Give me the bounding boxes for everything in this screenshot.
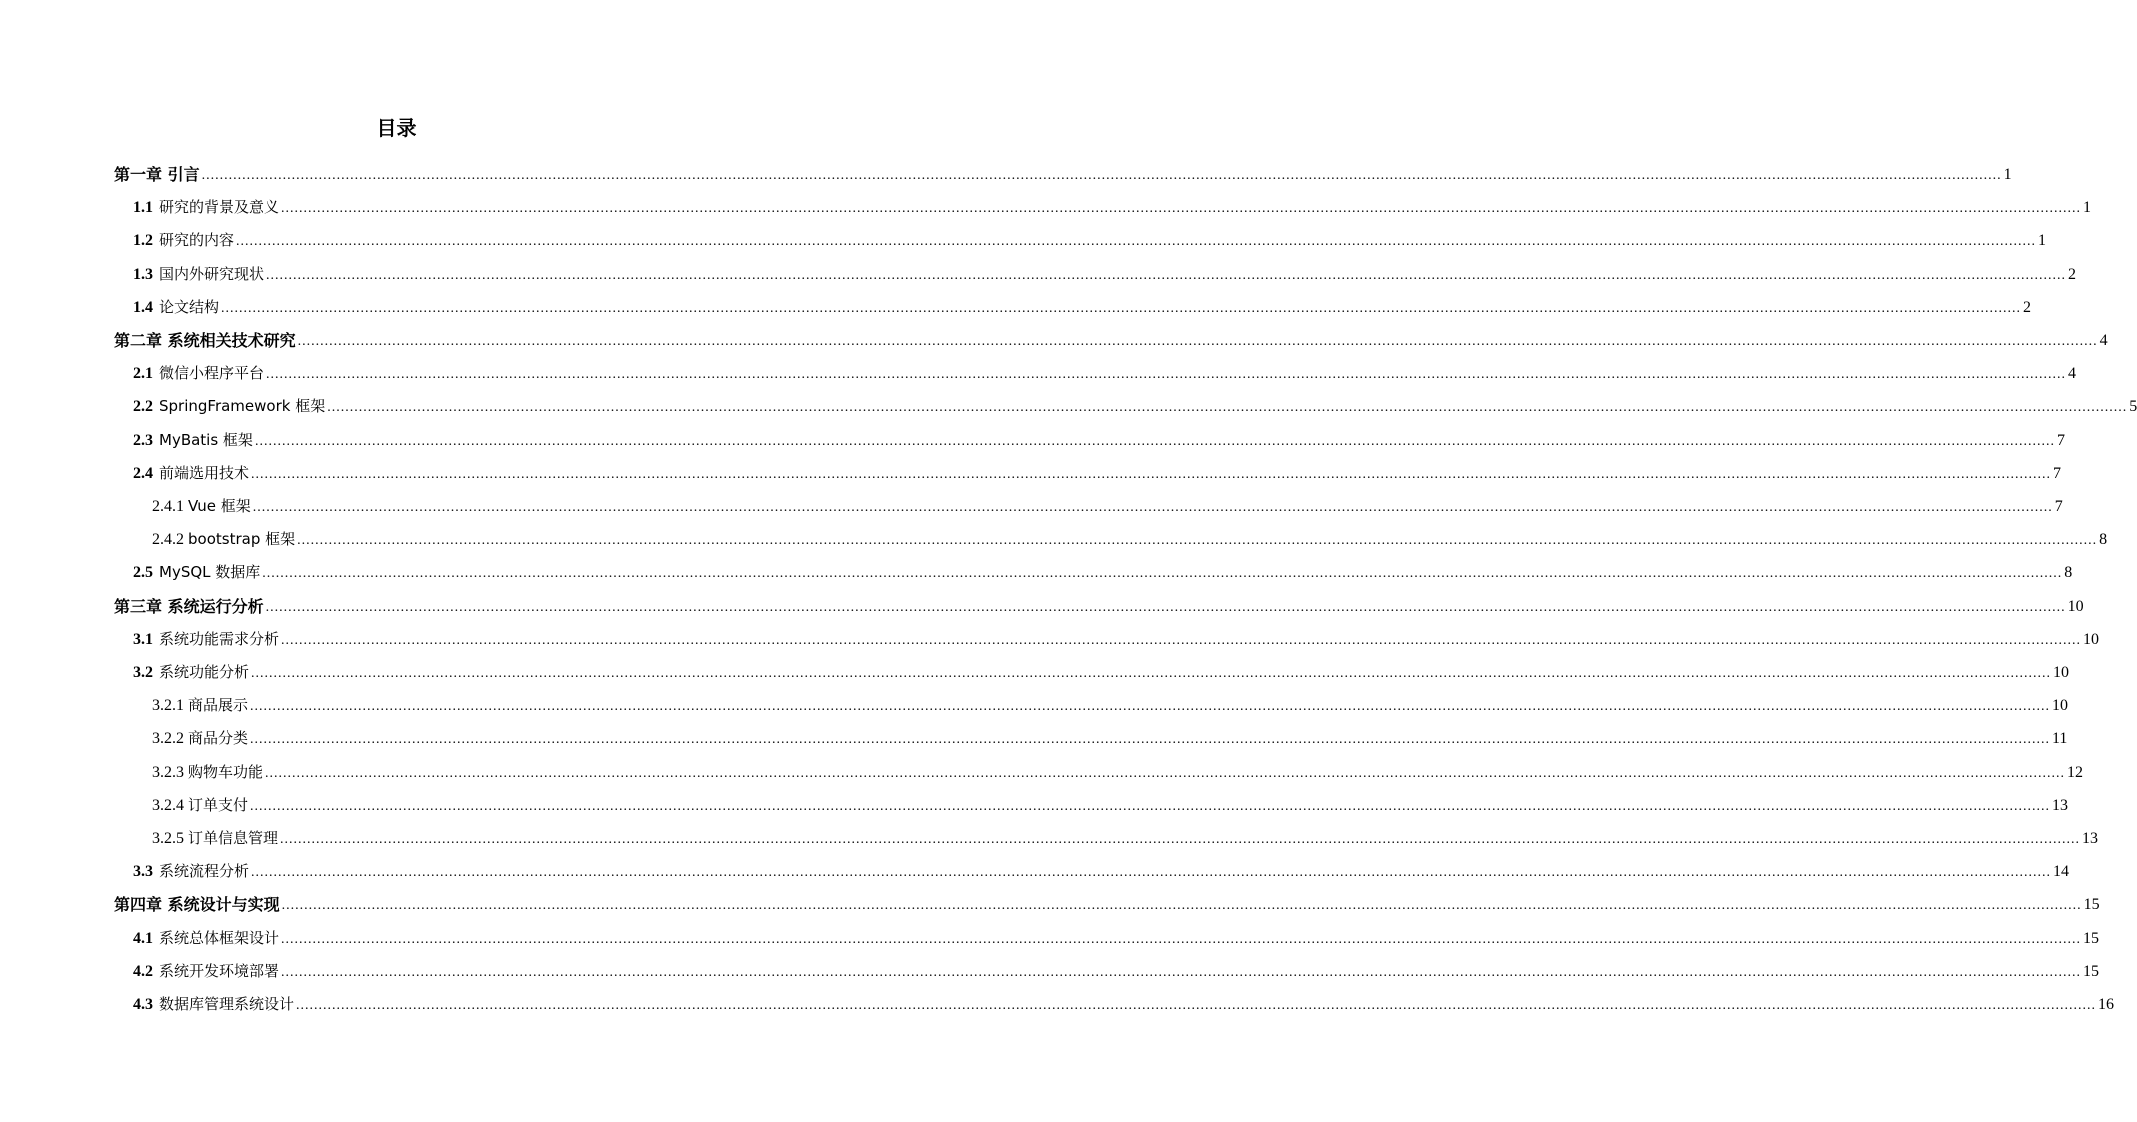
toc-entry-label bbox=[152, 722, 250, 755]
toc-entry-number: 1.2 bbox=[133, 232, 153, 250]
toc-entry-number: 2.2 bbox=[133, 398, 153, 416]
toc-entry-number: 3.2.3 bbox=[152, 763, 184, 781]
toc-entry-label bbox=[133, 955, 281, 988]
toc-entry-label: 第三章 系统运行分析 bbox=[114, 596, 264, 616]
toc-entry-label: 第二章 系统相关技术研究 bbox=[114, 331, 296, 350]
toc-section-entry[interactable] bbox=[133, 556, 2073, 589]
toc-chapter-entry[interactable] bbox=[114, 158, 2012, 191]
toc-entry-number: 4.2 bbox=[133, 962, 153, 980]
toc-leader-dots: ................................................................................................................................................................................................................................................................................................................................................................................................................ bbox=[221, 300, 2022, 316]
toc-page-number: 4 bbox=[2068, 365, 2077, 383]
toc-entry-text: 系统功能需求分析 bbox=[159, 629, 280, 648]
toc-leader-dots: ................................................................................................................................................................................................................................................................................................................................................................................................................ bbox=[265, 765, 2066, 781]
toc-section-entry[interactable] bbox=[133, 291, 2032, 324]
toc-entry-text: SpringFramework 框架 bbox=[159, 397, 326, 416]
toc-entry-label bbox=[152, 789, 250, 822]
toc-page-number: 14 bbox=[2053, 863, 2070, 881]
toc-section-entry[interactable] bbox=[133, 855, 2070, 888]
toc-entry-label bbox=[133, 556, 262, 589]
toc-entry-label bbox=[133, 922, 281, 955]
toc-page-number: 11 bbox=[2052, 730, 2068, 748]
toc-section-entry[interactable] bbox=[133, 191, 2092, 224]
toc-entry-label bbox=[133, 390, 327, 423]
toc-page-number: 1 bbox=[2038, 232, 2047, 250]
toc-entry-text: 系统功能分析 bbox=[159, 663, 250, 681]
toc-entry-text: 订单信息管理 bbox=[188, 829, 279, 847]
toc-chapter-entry[interactable] bbox=[114, 324, 2108, 357]
toc-leader-dots: ................................................................................................................................................................................................................................................................................................................................................................................................................ bbox=[254, 433, 2055, 449]
toc-leader-dots: ................................................................................................................................................................................................................................................................................................................................................................................................................ bbox=[281, 964, 2082, 980]
toc-entry-label bbox=[133, 224, 236, 257]
toc-entry-number: 2.5 bbox=[133, 564, 153, 582]
toc-leader-dots: ................................................................................................................................................................................................................................................................................................................................................................................................................ bbox=[250, 699, 2051, 715]
toc-leader-dots: ................................................................................................................................................................................................................................................................................................................................................................................................................ bbox=[266, 267, 2067, 283]
toc-page-number: 15 bbox=[2083, 896, 2100, 914]
toc-section-entry[interactable] bbox=[133, 922, 2100, 955]
toc-entry-text: 国内外研究现状 bbox=[159, 264, 265, 283]
toc-leader-dots: ................................................................................................................................................................................................................................................................................................................................................................................................................ bbox=[262, 566, 2063, 582]
toc-entry-label bbox=[133, 191, 281, 224]
toc-leader-dots: ................................................................................................................................................................................................................................................................................................................................................................................................................ bbox=[280, 832, 2081, 847]
toc-section-entry[interactable] bbox=[133, 457, 2062, 490]
toc-entry-label bbox=[152, 490, 253, 523]
toc-entry-text: 微信小程序平台 bbox=[159, 364, 265, 383]
toc-entry-label bbox=[133, 855, 251, 888]
toc-section-entry[interactable] bbox=[152, 722, 2068, 755]
toc-entry-number: 3.2.5 bbox=[152, 830, 184, 847]
toc-leader-dots: ................................................................................................................................................................................................................................................................................................................................................................................................................ bbox=[281, 632, 2082, 648]
toc-entry-label bbox=[152, 756, 265, 789]
toc-leader-dots: ................................................................................................................................................................................................................................................................................................................................................................................................................ bbox=[281, 898, 2082, 914]
toc-entry-number: 3.2.1 bbox=[152, 697, 184, 715]
toc-entry-text: 前端选用技术 bbox=[159, 463, 250, 482]
toc-leader-dots: ................................................................................................................................................................................................................................................................................................................................................................................................................ bbox=[296, 998, 2097, 1013]
toc-entry-text: 订单支付 bbox=[188, 795, 249, 814]
toc-leader-dots: ................................................................................................................................................................................................................................................................................................................................................................................................................ bbox=[251, 865, 2052, 881]
toc-section-entry[interactable] bbox=[133, 224, 2047, 257]
toc-entry-label bbox=[133, 623, 281, 656]
toc-chapter-entry[interactable] bbox=[114, 590, 2084, 623]
toc-entry-text: 系统开发环境部署 bbox=[159, 961, 280, 980]
toc-entry-number: 3.2 bbox=[133, 664, 153, 681]
toc-entry-text: MySQL 数据库 bbox=[159, 563, 261, 582]
toc-page-number: 1 bbox=[2003, 166, 2012, 183]
toc-section-entry[interactable] bbox=[133, 258, 2077, 291]
toc-page-number: 15 bbox=[2083, 962, 2100, 980]
toc-leader-dots: ................................................................................................................................................................................................................................................................................................................................................................................................................ bbox=[297, 533, 2098, 549]
toc-entry-number: 1.3 bbox=[133, 265, 153, 283]
toc-section-entry[interactable] bbox=[133, 357, 2077, 390]
toc-entry-label: 第一章 引言 bbox=[114, 165, 200, 184]
toc-section-entry[interactable] bbox=[133, 988, 2115, 1021]
toc-entry-text: Vue 框架 bbox=[188, 497, 251, 515]
toc-page-number: 7 bbox=[2053, 464, 2062, 482]
toc-entry-label bbox=[133, 656, 251, 689]
toc-entry-text: 研究的内容 bbox=[159, 231, 235, 250]
toc-entry-number: 3.2.2 bbox=[152, 730, 184, 748]
toc-section-entry[interactable] bbox=[152, 490, 2063, 523]
toc-entry-text: bootstrap 框架 bbox=[188, 530, 296, 549]
toc-section-entry[interactable] bbox=[133, 424, 2065, 457]
toc-section-entry[interactable] bbox=[133, 623, 2100, 656]
toc-leader-dots: ................................................................................................................................................................................................................................................................................................................................................................................................................ bbox=[250, 798, 2051, 814]
toc-page-number: 16 bbox=[2098, 996, 2115, 1013]
toc-entry-label bbox=[152, 689, 250, 722]
toc-entry-number: 2.4.1 bbox=[152, 498, 184, 515]
toc-page-number: 4 bbox=[2099, 332, 2108, 349]
toc-entry-label bbox=[133, 457, 251, 490]
toc-page-number: 13 bbox=[2052, 796, 2069, 814]
toc-leader-dots: ................................................................................................................................................................................................................................................................................................................................................................................................................ bbox=[252, 500, 2053, 515]
toc-entry-number: 2.4 bbox=[133, 464, 153, 482]
toc-page-number: 10 bbox=[2052, 697, 2069, 715]
toc-leader-dots: ................................................................................................................................................................................................................................................................................................................................................................................................................ bbox=[251, 666, 2052, 681]
toc-chapter-entry[interactable] bbox=[114, 888, 2100, 921]
toc-section-entry[interactable] bbox=[133, 390, 2137, 423]
toc-entry-text: 购物车功能 bbox=[188, 762, 264, 781]
toc-section-entry[interactable] bbox=[152, 689, 2069, 722]
toc-entry-number: 2.3 bbox=[133, 431, 153, 449]
toc-entry-text: 系统总体框架设计 bbox=[159, 928, 280, 947]
toc-page-number: 8 bbox=[2064, 564, 2073, 582]
toc-entry-text: 系统流程分析 bbox=[159, 862, 250, 881]
toc-page-number: 2 bbox=[2068, 265, 2077, 283]
toc-page-number: 15 bbox=[2083, 929, 2100, 947]
toc-leader-dots: ................................................................................................................................................................................................................................................................................................................................................................................................................ bbox=[266, 367, 2067, 383]
toc-section-entry[interactable] bbox=[152, 822, 2099, 855]
toc-page-number: 12 bbox=[2067, 763, 2084, 781]
toc-entry-text: 论文结构 bbox=[159, 297, 220, 316]
toc-entry-label bbox=[133, 988, 296, 1021]
toc-section-entry[interactable] bbox=[152, 523, 2108, 556]
toc-leader-dots: ................................................................................................................................................................................................................................................................................................................................................................................................................ bbox=[281, 201, 2082, 217]
toc-entry-label bbox=[133, 357, 266, 390]
toc-section-entry[interactable] bbox=[152, 756, 2084, 789]
toc-entry-text: 数据库管理系统设计 bbox=[159, 995, 295, 1013]
toc-entry-label bbox=[133, 424, 255, 457]
toc-leader-dots: ................................................................................................................................................................................................................................................................................................................................................................................................................ bbox=[297, 334, 2098, 349]
toc-leader-dots: ................................................................................................................................................................................................................................................................................................................................................................................................................ bbox=[201, 168, 2002, 183]
toc-entry-number: 1.4 bbox=[133, 298, 153, 316]
toc-entry-label bbox=[152, 822, 280, 855]
toc-entry-number: 2.1 bbox=[133, 365, 153, 383]
toc-entry-text: 商品分类 bbox=[188, 729, 249, 748]
toc-section-entry[interactable] bbox=[133, 656, 2070, 689]
toc-entry-text: MyBatis 框架 bbox=[159, 430, 253, 449]
toc-leader-dots: ................................................................................................................................................................................................................................................................................................................................................................................................................ bbox=[251, 466, 2052, 482]
toc-entry-label bbox=[152, 523, 297, 556]
toc-leader-dots: ................................................................................................................................................................................................................................................................................................................................................................................................................ bbox=[250, 732, 2051, 748]
toc-leader-dots: ................................................................................................................................................................................................................................................................................................................................................................................................................ bbox=[327, 400, 2128, 416]
toc-entry-label bbox=[133, 291, 221, 324]
toc-title: 目录 bbox=[376, 116, 417, 140]
toc-section-entry[interactable] bbox=[133, 955, 2100, 988]
toc-page-number: 8 bbox=[2099, 531, 2108, 549]
toc-page-number: 10 bbox=[2083, 630, 2100, 648]
toc-entry-number: 4.3 bbox=[133, 996, 153, 1013]
toc-page-number: 13 bbox=[2082, 830, 2099, 847]
toc-page-number: 10 bbox=[2053, 664, 2070, 681]
toc-leader-dots: ................................................................................................................................................................................................................................................................................................................................................................................................................ bbox=[281, 931, 2082, 947]
toc-entry-number: 4.1 bbox=[133, 929, 153, 947]
toc-page-number: 10 bbox=[2067, 597, 2084, 615]
toc-entry-number: 3.2.4 bbox=[152, 796, 184, 814]
toc-entry-number: 2.4.2 bbox=[152, 531, 184, 549]
toc-entry-text: 研究的背景及意义 bbox=[159, 198, 280, 217]
toc-leader-dots: ................................................................................................................................................................................................................................................................................................................................................................................................................ bbox=[265, 599, 2066, 615]
toc-entry-number: 3.1 bbox=[133, 630, 153, 648]
toc-leader-dots: ................................................................................................................................................................................................................................................................................................................................................................................................................ bbox=[236, 234, 2037, 250]
toc-entry-text: 商品展示 bbox=[188, 696, 249, 715]
toc-page-number: 7 bbox=[2056, 431, 2065, 449]
toc-entry-number: 3.3 bbox=[133, 863, 153, 881]
toc-entry-label: 第四章 系统设计与实现 bbox=[114, 895, 280, 915]
toc-page-number: 5 bbox=[2129, 398, 2137, 416]
toc-page-number: 2 bbox=[2023, 298, 2032, 316]
toc-page-number: 1 bbox=[2083, 199, 2092, 217]
toc-section-entry[interactable] bbox=[152, 789, 2069, 822]
toc-entry-number: 1.1 bbox=[133, 199, 153, 217]
toc-entry-label bbox=[133, 258, 266, 291]
toc-page-number: 7 bbox=[2054, 498, 2063, 515]
